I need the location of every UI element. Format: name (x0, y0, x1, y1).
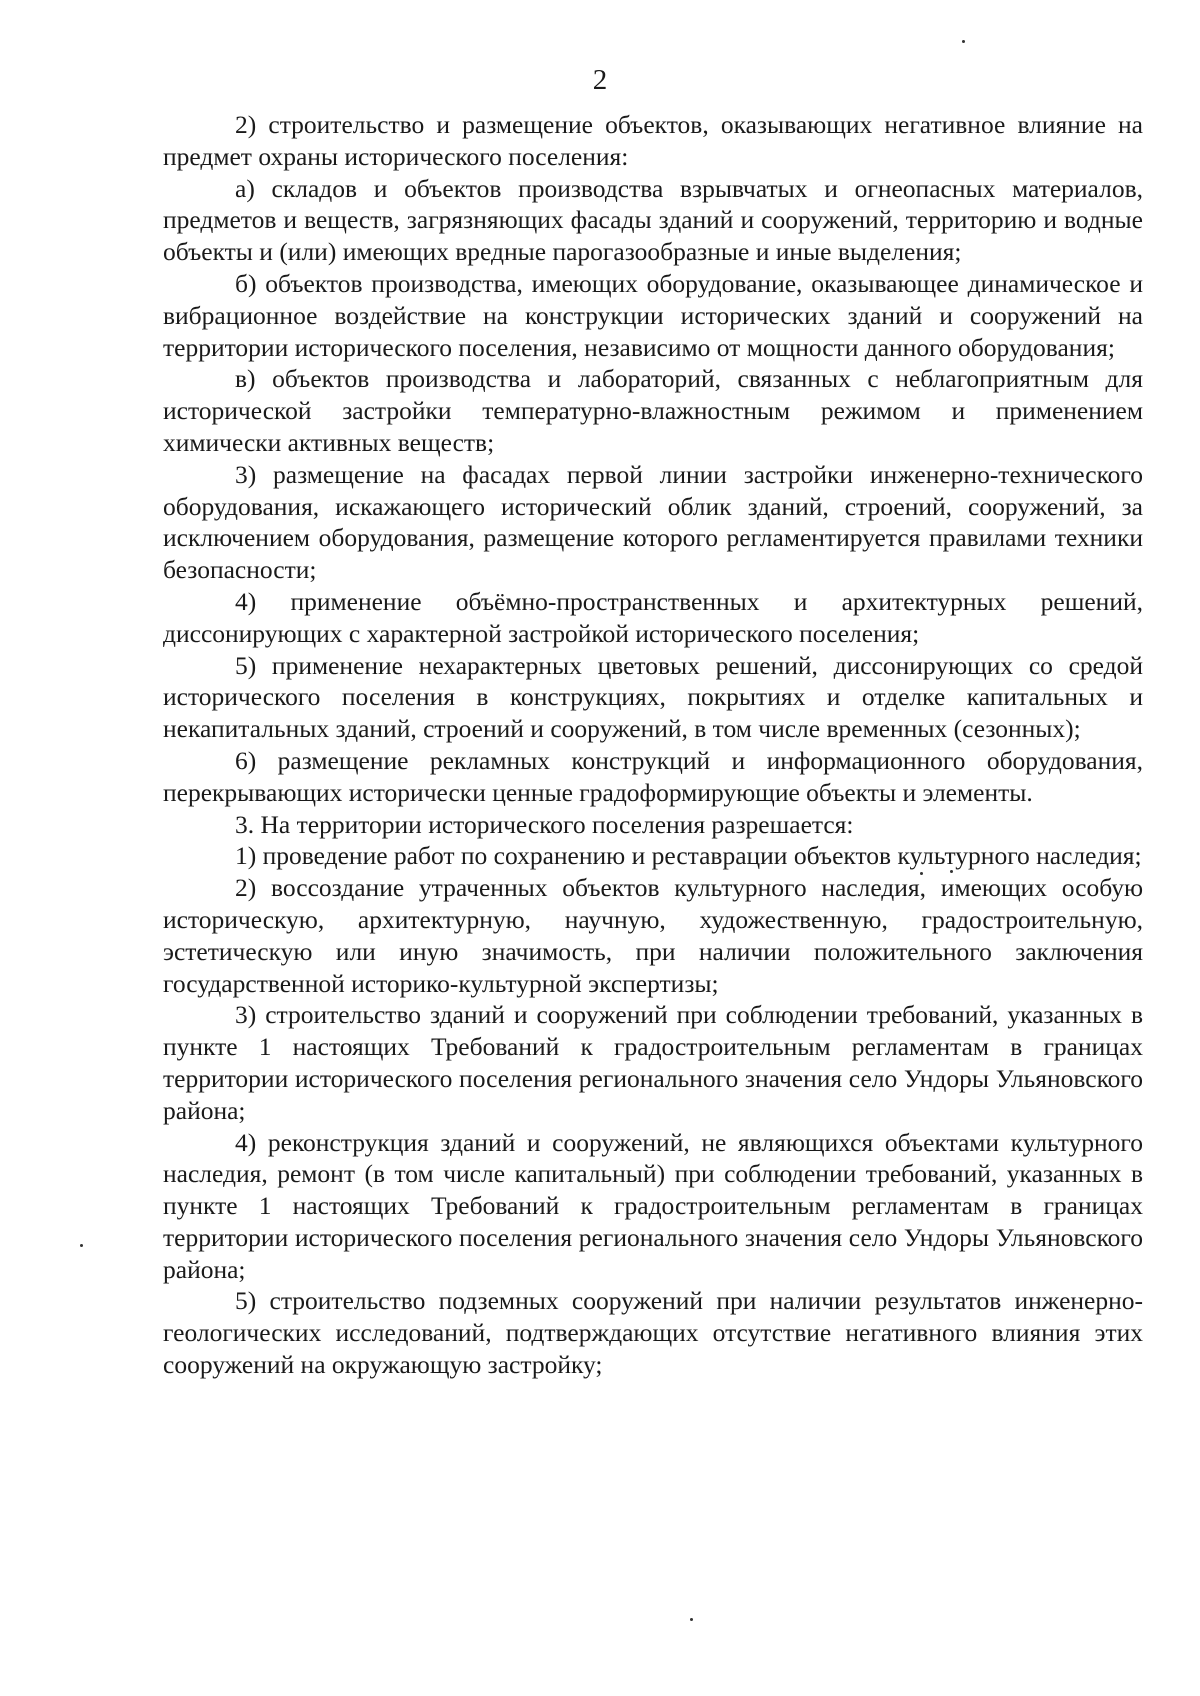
scan-speck (690, 1618, 693, 1621)
paragraph: 4) реконструкция зданий и сооружений, не являющихся объектами культурного наследия, ремонт (в том числе капитальный) при соблюдении требований, указанных в пункте 1 настоящих Требований к градостроительным регламентам в границах территории исторического поселения регионального значения село Ундоры Ульяновского района; (163, 1127, 1143, 1284)
paragraph: 5) строительство подземных сооружений при наличии результатов инженерно-геологических исследований, подтверждающих отсутствие негативного влияния этих сооружений на окружающую застройку; (163, 1286, 1143, 1380)
document-body (163, 109, 1143, 1381)
paragraph: 4) применение объёмно-пространственных и архитектурных решений, диссонирующих с характерной застройкой исторического поселения; (163, 586, 1143, 648)
paragraph: 3) размещение на фасадах первой линии застройки инженерно-технического оборудования, искажающего исторический облик зданий, строений, сооружений, за исключением оборудования, размещение которого регламентируется правилами техники безопасности; (163, 459, 1143, 585)
page-number: 2 (592, 64, 608, 96)
paragraph: 5) применение нехарактерных цветовых решений, диссонирующих со средой исторического поселения в конструкциях, покрытиях и отделке капитальных и некапитальных зданий, строений и сооружений, в том числе временных (сезонных); (163, 650, 1143, 744)
paragraph: 3. На территории исторического поселения разрешается: (235, 809, 854, 839)
paragraph: 2) строительство и размещение объектов, оказывающих негативное влияние на предмет охраны исторического поселения: (163, 110, 1143, 171)
paragraph: 1) проведение работ по сохранению и реставрации объектов культурного наследия; (235, 841, 1142, 871)
scan-speck (80, 1244, 83, 1247)
paragraph: 3) строительство зданий и сооружений при соблюдении требований, указанных в пункте 1 настоящих Требований к градостроительным регламентам в границах территории исторического поселения регионального значения село Ундоры Ульяновского района; (163, 1000, 1143, 1125)
paragraph: а) складов и объектов производства взрывчатых и огнеопасных материалов, предметов и веществ, загрязняющих фасады зданий и сооружений, территорию и водные объекты и (или) имеющих вредные парогазообразные и иные выделения; (163, 173, 1143, 267)
paragraph: в) объектов производства и лабораторий, связанных с неблагоприятным для исторической застройки температурно-влажностным режимом и применением химически активных веществ; (163, 364, 1143, 457)
scan-speck (962, 40, 965, 43)
paragraph: б) объектов производства, имеющих оборудование, оказывающее динамическое и вибрационное воздействие на конструкции исторических зданий и сооружений на территории исторического поселения, независимо от мощности данного оборудования; (163, 268, 1143, 362)
paragraph: 6) размещение рекламных конструкций и информационного оборудования, перекрывающих исторически ценные градоформирующие объекты и элементы. (163, 745, 1143, 807)
paragraph: 2) воссоздание утраченных объектов культурного наследия, имеющих особую историческую, архитектурную, научную, художественную, градостроительную, эстетическую или иную значимость, при наличии положительного заключения государственной историко-культурной экспертизы; (163, 873, 1143, 998)
